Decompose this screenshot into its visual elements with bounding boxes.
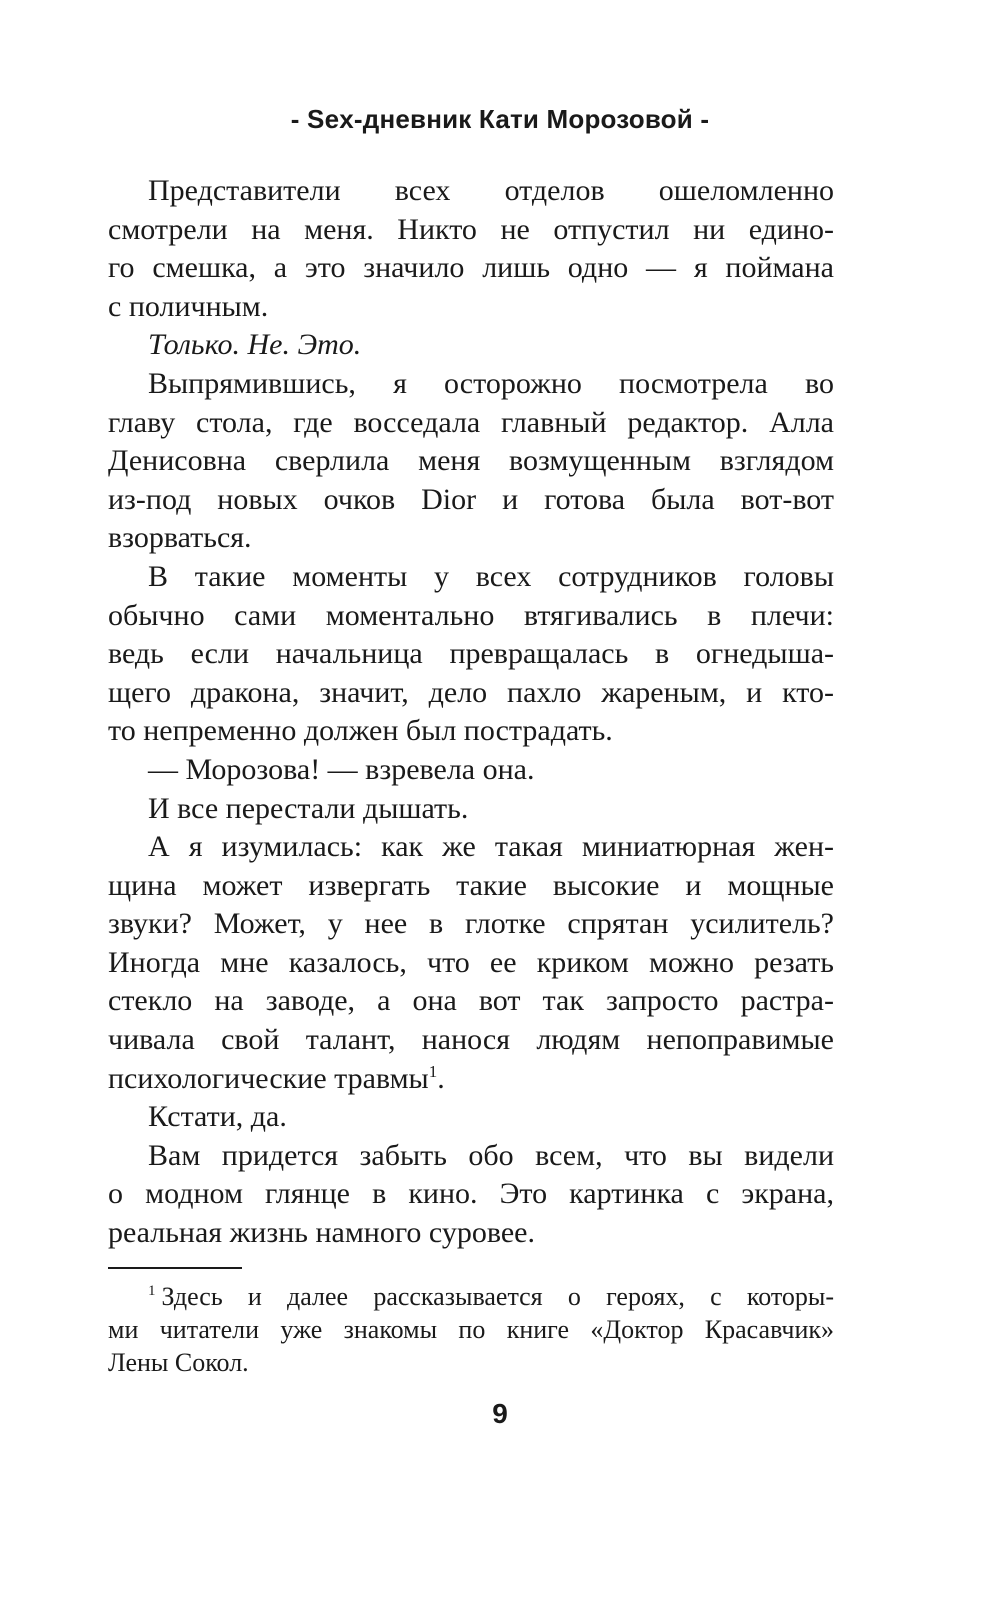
text-line: о модном глянце в кино. Это картинка с экрана, bbox=[108, 1177, 834, 1211]
text-line: — Морозова! — взревела она. bbox=[148, 752, 535, 786]
text-line: реальная жизнь намного суровее. bbox=[108, 1216, 535, 1250]
text-line: смотрели на меня. Никто не отпустил ни едино- bbox=[108, 212, 834, 246]
text-line: взорваться. bbox=[108, 521, 252, 555]
text-line: В такие моменты у всех сотрудников головы bbox=[148, 559, 834, 593]
footnote-reference: 1 bbox=[428, 1061, 438, 1081]
text-line: Вам придется забыть обо всем, что вы видели bbox=[148, 1138, 834, 1172]
page-number: 9 bbox=[492, 1398, 508, 1429]
text-line: звуки? Может, у нее в глотке спрятан усилитель? bbox=[108, 907, 834, 941]
footnote-marker: 1 bbox=[148, 1283, 156, 1300]
text-line: психологические травмы$^1$. bbox=[108, 1061, 445, 1095]
text-line: щего дракона, значит, дело пахло жареным, и кто- bbox=[108, 675, 834, 709]
text-line: А я изумилась: как же такая миниатюрная жен- bbox=[148, 830, 834, 864]
text-line: обычно сами моментально втягивались в плечи: bbox=[108, 598, 834, 632]
footnote-line: ми читатели уже знакомы по книге «Доктор Красавчик» bbox=[108, 1315, 834, 1344]
text-line: И все перестали дышать. bbox=[148, 791, 469, 825]
text-line: Представители всех отделов ошеломленно bbox=[148, 174, 834, 207]
text-line: то непременно должен был пострадать. bbox=[108, 714, 613, 748]
text-line: Иногда мне казалось, что ее криком можно резать bbox=[108, 945, 834, 979]
text-line: из-под новых очков Dior и готова была вот-вот bbox=[108, 482, 834, 516]
footnote-divider bbox=[108, 1267, 242, 1269]
text-line: главу стола, где восседала главный редактор. Алла bbox=[108, 405, 834, 439]
footnote-line-content: Здесь и далее рассказывается о героях, с которы- bbox=[161, 1282, 834, 1311]
text-line: Выпрямившись, я осторожно посмотрела во bbox=[148, 366, 834, 400]
text-line: Только. Не. Это. bbox=[148, 328, 362, 362]
text-line: го смешка, а это значило лишь одно — я поймана bbox=[108, 251, 834, 285]
text-line: с поличным. bbox=[108, 289, 269, 323]
text-line: Денисовна сверлила меня возмущенным взглядом bbox=[108, 444, 834, 478]
text-line: стекло на заводе, а она вот так запросто растра- bbox=[108, 984, 834, 1018]
text-line: Кстати, да. bbox=[148, 1100, 287, 1134]
footnote-line: Лены Сокол. bbox=[108, 1348, 249, 1377]
footnote-line bbox=[108, 1280, 834, 1313]
text-line: чивала свой талант, нанося людям непоправимые bbox=[108, 1023, 834, 1057]
text-line: ведь если начальница превращалась в огнедыша- bbox=[108, 637, 834, 671]
running-title: - Sex-дневник Кати Морозовой - bbox=[290, 104, 710, 134]
footnote bbox=[108, 1280, 834, 1379]
body-text bbox=[108, 172, 834, 1253]
text-line: щина может извергать такие высокие и мощные bbox=[108, 868, 834, 902]
text-line-content: психологические травмы bbox=[108, 1061, 429, 1095]
